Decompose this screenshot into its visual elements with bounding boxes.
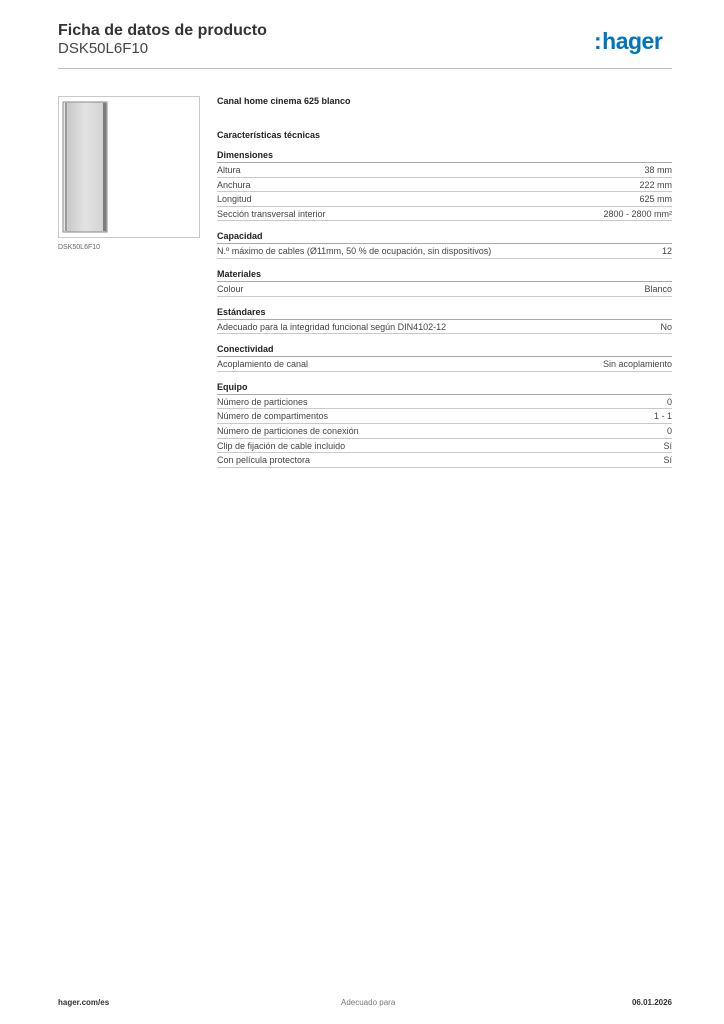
spec-label: Sección transversal interior [217,208,326,219]
spec-label: Clip de fijación de cable incluido [217,440,346,451]
spec-label: Longitud [217,194,252,205]
spec-row [217,192,672,207]
section-title: Capacidad [217,231,672,244]
section-title: Estándares [217,307,672,320]
spec-value: 625 mm [639,194,672,205]
spec-label: Altura [217,165,241,175]
spec-label: Número de particiones de conexión [217,425,359,436]
spec-value: 2800 - 2800 mm² [603,208,672,219]
spec-row [217,424,672,439]
section-title: Materiales [217,269,672,282]
spec-row [217,244,672,259]
spec-label: Anchura [217,179,251,190]
spec-label: Adecuado para la integridad funcional según DIN4102-12 [217,321,447,332]
product-image-caption: DSK50L6F10 [58,244,101,251]
logo-dots-icon: : [594,28,602,54]
product-name: Canal home cinema 625 blanco [217,96,351,106]
spec-value: Blanco [644,283,672,294]
spec-row [217,282,672,297]
spec-row [217,178,672,193]
spec-row [217,409,672,424]
spec-label: Acoplamiento de canal [217,359,309,370]
spec-value: 0 [666,425,672,436]
spec-label: Número de compartimentos [217,411,329,422]
spec-label: Con película protectora [217,455,311,466]
spec-row [217,439,672,454]
spec-row [217,395,672,410]
spec-value: Sí [663,440,672,451]
product-image-frame [58,96,200,238]
section-title: Equipo [217,382,672,395]
footer-date: 06.01.2026 [631,998,672,1007]
spec-value: 1 - 1 [653,411,672,422]
footer-middle-text: Adecuado para [341,998,396,1007]
footer-website-link[interactable]: hager.com/es [58,998,110,1007]
spec-value: 12 [661,246,672,257]
content-column [217,96,672,468]
spec-value: Sí [663,455,672,466]
header-divider [58,68,672,69]
spec-value: 38 mm [644,165,672,175]
section-title: Conectividad [217,344,672,357]
spec-row [217,357,672,372]
spec-row [217,320,672,335]
spec-section [217,344,672,372]
sections-container [217,150,672,468]
spec-value: 222 mm [639,179,672,190]
spec-value: No [660,321,672,332]
hager-logo[interactable] [594,28,662,55]
spec-row [217,207,672,222]
spec-value: 0 [666,396,672,407]
section-title: Dimensiones [217,150,672,163]
product-image [62,101,108,233]
spec-value: Sin acoplamiento [602,359,672,370]
spec-section [217,269,672,297]
spec-section [217,307,672,335]
characteristics-title: Características técnicas [217,130,321,140]
spec-section [217,382,672,468]
product-reference: DSK50L6F10 [58,40,149,57]
header-title: Ficha de datos de producto [58,22,267,39]
spec-row [217,453,672,468]
spec-section [217,150,672,221]
spec-section [217,231,672,259]
spec-label: N.º máximo de cables (Ø11mm, 50 % de ocupación, sin dispositivos) [217,246,492,257]
spec-row [217,163,672,178]
logo-text: hager [602,28,663,54]
spec-label: Colour [217,283,244,294]
spec-label: Número de particiones [217,396,308,407]
